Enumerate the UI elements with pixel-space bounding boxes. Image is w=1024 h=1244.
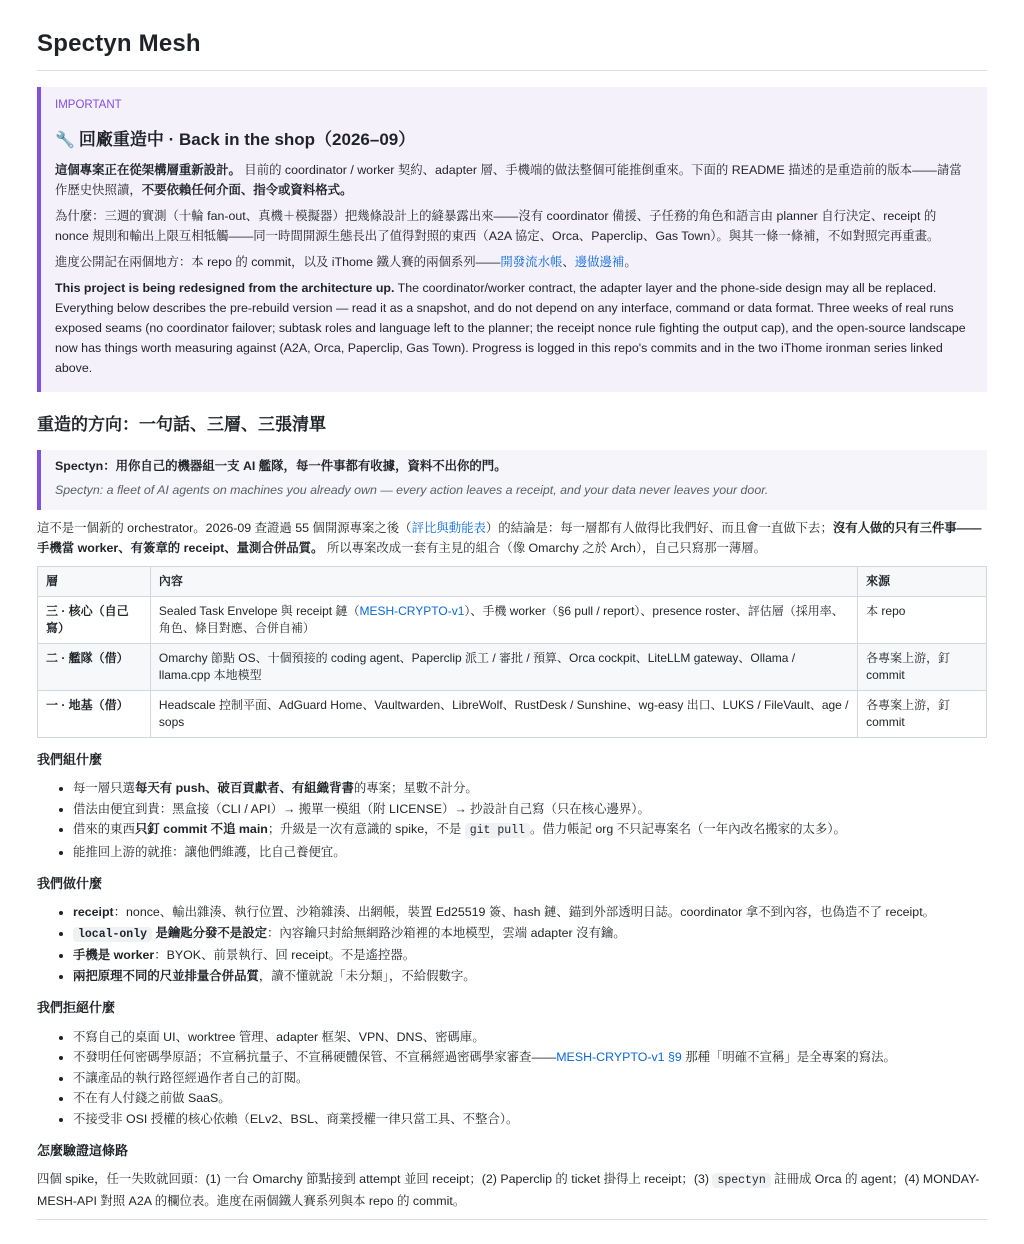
alert-label: IMPORTANT: [55, 99, 122, 112]
intro-bold: 沒有人做的只有三件事——手機當 worker、有簽章的 receipt、量測合併品質。: [37, 521, 982, 556]
table-header-layer: 層: [38, 567, 151, 597]
quote-zh-text: Spectyn：用你自己的機器組一支 AI 艦隊，每一件事都有收據，資料不出你的門。: [55, 459, 507, 474]
assemble-i1-pre: 每一層只選: [73, 781, 135, 796]
mission-quote: [37, 450, 987, 510]
do-i1-post: ：nonce、輸出雜湊、執行位置、沙箱雜湊、出網帳，裝置 Ed25519 簽、hash 鏈、錨到外部透明日誌。coordinator 拿不到內容，也偽造不了 receipt。: [113, 905, 936, 920]
do-i2-post: ：內容鑰只封給無網路沙箱裡的本地模型，雲端 adapter 沒有鑰。: [266, 925, 626, 940]
assemble-heading: 我們組什麼: [37, 752, 103, 768]
alert-paragraph-1: [55, 160, 973, 200]
alert-paragraph-4: [55, 278, 973, 378]
table-header-row: [38, 567, 987, 597]
do-list: [37, 902, 987, 986]
quote-en: [55, 480, 973, 500]
do-i3-bold: 手機是 worker: [73, 948, 155, 963]
table-cell-layer: [38, 597, 151, 644]
layers-table: [37, 566, 987, 738]
alert-p4-bold: This project is being redesigned from the architecture up.: [55, 280, 395, 295]
assemble-i3-post: 。借力帳記 org 不只記專案名（一年內改名搬家的太多）。: [529, 822, 846, 837]
page-title: Spectyn Mesh: [37, 0, 987, 71]
verify-heading: 怎麼驗證這條路: [37, 1143, 129, 1159]
assemble-i3-pre: 借來的東西: [73, 822, 135, 837]
table-header-source: 來源: [858, 567, 987, 597]
list-item: [73, 923, 987, 946]
assemble-i3-bold: 只釘 commit 不追 main: [134, 822, 268, 837]
code-git-pull: git pull: [465, 823, 530, 838]
alert-p3-post: 。: [624, 254, 637, 269]
table-cell-source: 各專案上游，釘 commit: [858, 644, 987, 691]
list-item: [73, 1047, 987, 1068]
list-item: [73, 819, 987, 842]
direction-heading: 重造的方向：一句話、三層、三張清單: [37, 414, 326, 434]
alert-p1-bold2: 不要依賴任何介面、指令或資料格式。: [141, 182, 353, 197]
code-local-only: local-only: [73, 927, 152, 942]
refuse-heading: 我們拒絕什麼: [37, 1000, 116, 1016]
content-core-post: ）、手機 worker（§6 pull / report）、presence roster、評估層（採用率、角色、條目對應、合併自補）: [158, 604, 844, 636]
assemble-i3-mid: ；升級是一次有意識的 spike，不是: [267, 822, 465, 837]
refuse-i2-pre: 不發明任何密碼學原語；不宣稱抗量子、不宣稱硬體保管、不宣稱經過密碼學家審查——: [73, 1050, 557, 1065]
table-row: [38, 691, 987, 738]
table-cell-source: 各專案上游，釘 commit: [858, 691, 987, 738]
assemble-i1-bold: 每天有 push、破百貢獻者、有組織背書: [134, 781, 354, 796]
verify-paragraph: [37, 1169, 987, 1211]
layer-fleet: 二 · 艦隊（借）: [46, 651, 129, 666]
alert-paragraph-3: [55, 252, 973, 272]
divider: [37, 1219, 987, 1220]
layer-foundation: 一 · 地基（借）: [46, 698, 129, 713]
intro-post: 所以專案改成一套有主見的組合（像 Omarchy 之於 Arch），自己只寫那一薄層。: [323, 541, 767, 556]
list-item: [73, 945, 987, 966]
verify-pre: 四個 spike，任一失敗就回頭：(1) 一台 Omarchy 節點接到 attempt 並回 receipt；(2) Paperclip 的 ticket 掛得上 receipt；(3): [37, 1172, 713, 1187]
content-core-pre: Sealed Task Envelope 與 receipt 鏈（: [158, 604, 360, 619]
intro-mid: ）的結論是：每一層都有人做得比我們好、而且會一直做下去；: [485, 521, 833, 536]
intro-pre: 這不是一個新的 orchestrator。2026-09 查證過 55 個開源專案之後（: [37, 521, 412, 536]
link-dev-log[interactable]: 開發流水帳: [500, 254, 563, 269]
table-cell-source: 本 repo: [858, 597, 987, 644]
refuse-i2-post: 那種「明確不宣稱」是全專案的寫法。: [681, 1050, 896, 1065]
table-header-content: 內容: [150, 567, 857, 597]
list-item: • 不接受非 OSI 授權的核心依賴（ELv2、BSL、商業授權一律只當工具、不整合）。: [73, 1109, 987, 1130]
link-mesh-crypto[interactable]: MESH-CRYPTO-v1: [359, 604, 465, 619]
table-cell-content: Headscale 控制平面、AdGuard Home、Vaultwarden、LibreWolf、RustDesk / Sunshine、wg-easy 出口、LUKS / FileVault、age / sops: [150, 691, 857, 738]
alert-p3-pre: 進度公開記在兩個地方：本 repo 的 commit，以及 iThome 鐵人賽的兩個系列——: [55, 254, 501, 269]
quote-en-text: Spectyn: a fleet of AI agents on machines you already own — every action leaves a receipt, and your data never leaves your door.: [55, 483, 769, 498]
alert-p3-sep: 、: [562, 254, 575, 269]
do-i3-post: ：BYOK、前景執行、回 receipt。不是遙控器。: [154, 948, 416, 963]
important-alert: [37, 87, 987, 392]
alert-p1-rest: 目前的 coordinator / worker 契約、adapter 層、手機端的做法整個可能推倒重來。下面的 README 描述的是重造前的版本——請當作歷史快照讀，: [55, 162, 962, 197]
table-cell-content: [150, 597, 857, 644]
assemble-i1-post: 的專案；星數不計分。: [353, 781, 478, 796]
alert-p4-rest: The coordinator/worker contract, the adapter layer and the phone-side design may all be replaced. Everything below describes the pre-rebuild version — read it as a snapshot, and do not depend on any interface, command or data format. Three weeks of real runs exposed seams (no coordinator failover; subtask roles and language left to the planner; the receipt nonce rule fighting the output cap), and the open-source landscape now has things worth measuring against (A2A, Orca, Paperclip, Gas Town). Progress is logged in this repo's commits and in the two iThome ironman series linked above.: [55, 280, 966, 375]
code-spectyn: spectyn: [712, 1173, 770, 1188]
alert-p1-bold: 這個專案正在從架構層重新設計。: [55, 162, 241, 177]
link-build-and-patch[interactable]: 邊做邊補: [574, 254, 625, 269]
do-i1-bold: receipt: [73, 905, 114, 920]
wrench-icon: 🔧: [55, 132, 75, 149]
list-item: [73, 902, 987, 923]
alert-heading-text: 回廠重造中 · Back in the shop（2026–09）: [78, 130, 416, 149]
table-cell-layer: [38, 644, 151, 691]
do-i4-post: ，讀不懂就說「未分類」，不給假數字。: [258, 968, 476, 983]
layer-core: 三 · 核心（自己寫）: [46, 604, 129, 636]
table-cell-layer: [38, 691, 151, 738]
list-item: • 不在有人付錢之前做 SaaS。: [73, 1088, 987, 1109]
list-item: • 不讓產品的執行路徑經過作者自己的訂閱。: [73, 1068, 987, 1089]
do-i2-bold: 是鑰匙分發不是設定: [152, 925, 267, 940]
list-item: • 能推回上游的就推：讓他們維護，比自己養便宜。: [73, 842, 987, 863]
list-item: • 借法由便宜到貴：黑盒接（CLI / API）→ 搬單一模組（附 LICENSE）→ 抄設計自己寫（只在核心邊界）。: [73, 799, 987, 820]
table-row: [38, 597, 987, 644]
alert-paragraph-2: 為什麼：三週的實測（十輪 fan-out、真機＋模擬器）把幾條設計上的縫暴露出來——沒有 coordinator 備援、子任務的角色和語言由 planner 自行決定、receipt 的 nonce 規則和輸出上限互相牴觸——同一時間開源生態長出了值得對照的東西（A2A 協定、Orca、Paperclip、Gas Town）。與其一條一條補，不如對照完再重畫。: [55, 208, 940, 243]
do-heading: 我們做什麼: [37, 876, 103, 892]
direction-intro: [37, 518, 987, 558]
link-evaluation-table[interactable]: 評比與動能表: [411, 521, 486, 536]
quote-zh: [55, 456, 973, 476]
do-i4-bold: 兩把原理不同的尺並排量合併品質: [73, 968, 259, 983]
list-item: • 不寫自己的桌面 UI、worktree 管理、adapter 框架、VPN、DNS、密碼庫。: [73, 1027, 987, 1048]
assemble-list: [37, 778, 987, 862]
list-item: [73, 966, 987, 987]
alert-heading: [55, 127, 973, 154]
verify-post: 註冊成 Orca 的 agent；(4) MONDAY-MESH-API 對照 A2A 的欄位表。進度在兩個鐵人賽系列與本 repo 的 commit。: [37, 1172, 980, 1209]
table-row: [38, 644, 987, 691]
table-cell-content: Omarchy 節點 OS、十個預接的 coding agent、Paperclip 派工 / 審批 / 預算、Orca cockpit、LiteLLM gateway、Ollama / llama.cpp 本地模型: [150, 644, 857, 691]
link-mesh-crypto-section-9[interactable]: MESH-CRYPTO-v1 §9: [556, 1050, 682, 1065]
readme-page: [37, 0, 987, 1220]
list-item: [73, 778, 987, 799]
refuse-list: [37, 1027, 987, 1130]
